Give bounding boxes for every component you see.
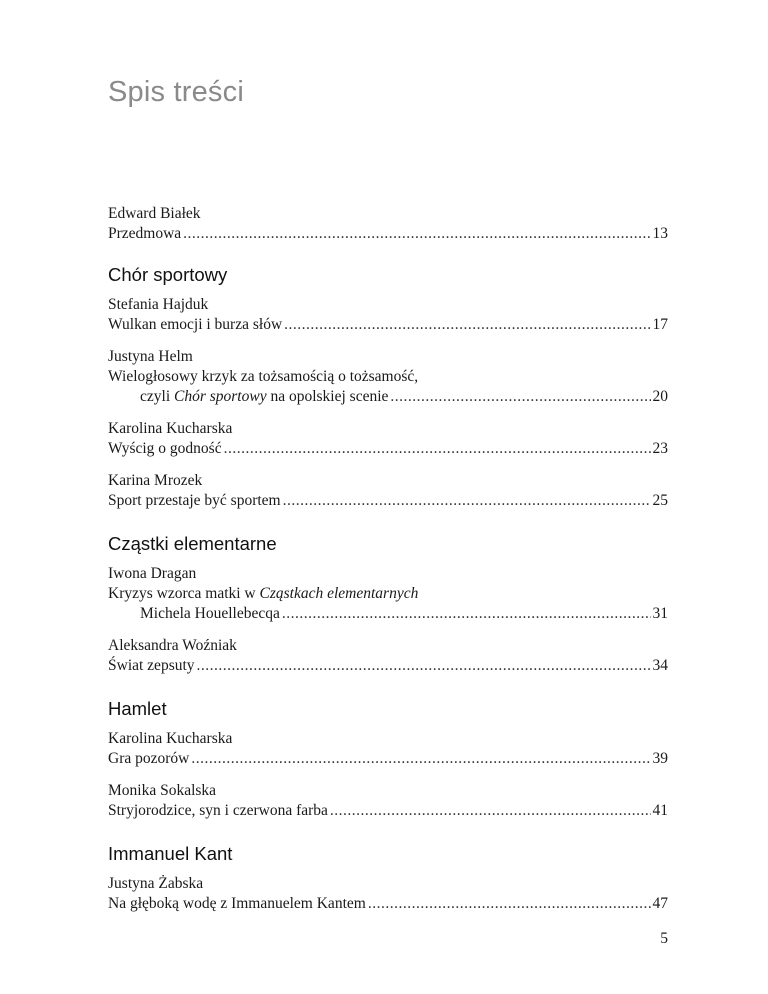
entry-line[interactable]: [108, 439, 668, 459]
entry-title: Gra pozorów: [108, 750, 190, 767]
entry-author: Stefania Hajduk: [108, 296, 209, 313]
entry-title-continued: czyli Chór sportowy na opolskiej scenie: [140, 388, 389, 405]
entry-page: 31: [652, 605, 668, 622]
entry-title-italic: Chór sportowy: [174, 388, 267, 405]
toc-entry: [108, 419, 668, 459]
toc-section-hamlet: [108, 698, 668, 821]
entry-author: Justyna Helm: [108, 348, 193, 365]
toc-entry: [108, 471, 668, 511]
toc-entry: [108, 295, 668, 335]
entry-author: Monika Sokalska: [108, 782, 217, 799]
entry-line[interactable]: [108, 604, 668, 624]
entry-line[interactable]: [108, 801, 668, 821]
entry-line[interactable]: [108, 315, 668, 335]
entry-title-line-1[interactable]: [108, 584, 668, 604]
entry-line[interactable]: [108, 656, 668, 676]
entry-title-italic: Cząstkach elementarnych: [259, 585, 419, 602]
entry-author: Aleksandra Woźniak: [108, 637, 237, 654]
dot-leader: [284, 315, 650, 335]
toc-entry: [108, 564, 668, 624]
toc-entry: [108, 874, 668, 914]
section-heading: Chór sportowy: [108, 264, 228, 285]
entry-line[interactable]: [108, 894, 668, 914]
toc-entry: [108, 636, 668, 676]
section-heading: Immanuel Kant: [108, 843, 233, 864]
toc-entry: [108, 729, 668, 769]
entry-author: Karolina Kucharska: [108, 730, 233, 747]
entry-line[interactable]: [108, 749, 668, 769]
page-number: 5: [660, 930, 668, 947]
section-heading: Hamlet: [108, 698, 167, 719]
entry-page: 23: [652, 440, 668, 457]
entry-title: Wulkan emocji i burza słów: [108, 316, 283, 333]
entry-page: 25: [652, 492, 668, 509]
toc-entry: [108, 781, 668, 821]
entry-author: Karolina Kucharska: [108, 420, 233, 437]
entry-page: 34: [652, 657, 668, 674]
entry-author: Justyna Żabska: [108, 875, 204, 892]
entry-page: 39: [652, 750, 668, 767]
entry-page: 13: [652, 225, 668, 242]
entry-author: Karina Mrozek: [108, 472, 203, 489]
entry-page: 47: [652, 895, 668, 912]
dot-leader: [224, 439, 651, 459]
dot-leader: [282, 604, 651, 624]
entry-author: Edward Białek: [108, 205, 201, 222]
entry-page: 20: [652, 388, 668, 405]
entry-title: Sport przestaje być sportem: [108, 492, 281, 509]
dot-leader: [191, 749, 650, 769]
dot-leader: [390, 387, 650, 407]
entry-title-line-1[interactable]: [108, 367, 668, 387]
entry-title: Świat zepsuty: [108, 657, 195, 674]
dot-leader: [330, 801, 651, 821]
toc-section-immanuel-kant: [108, 843, 668, 914]
entry-title: Wielogłosowy krzyk za tożsamością o tożsamość,: [108, 368, 419, 385]
toc-section-czastki-elementarne: [108, 533, 668, 676]
dot-leader: [368, 894, 651, 914]
dot-leader: [197, 656, 651, 676]
entry-line[interactable]: [108, 224, 668, 244]
table-of-contents: [108, 204, 668, 926]
entry-page: 41: [652, 802, 668, 819]
page-title: Spis treści: [108, 76, 244, 108]
dot-leader: [183, 224, 650, 244]
entry-title-continued: Michela Houellebecqa: [140, 605, 280, 622]
entry-title: Wyścig o godność: [108, 440, 222, 457]
toc-entry-intro: [108, 204, 668, 244]
toc-section-chor-sportowy: [108, 264, 668, 511]
entry-page: 17: [652, 316, 668, 333]
toc-entry: [108, 347, 668, 407]
entry-author: Iwona Dragan: [108, 565, 197, 582]
dot-leader: [283, 491, 651, 511]
section-heading: Cząstki elementarne: [108, 533, 277, 554]
entry-title: Na głęboką wodę z Immanuelem Kantem: [108, 895, 366, 912]
entry-line[interactable]: [108, 387, 668, 407]
entry-title: Kryzys wzorca matki w Cząstkach elementarnych: [108, 585, 419, 602]
entry-line[interactable]: [108, 491, 668, 511]
entry-title: Przedmowa: [108, 225, 182, 242]
entry-title: Stryjorodzice, syn i czerwona farba: [108, 802, 328, 819]
